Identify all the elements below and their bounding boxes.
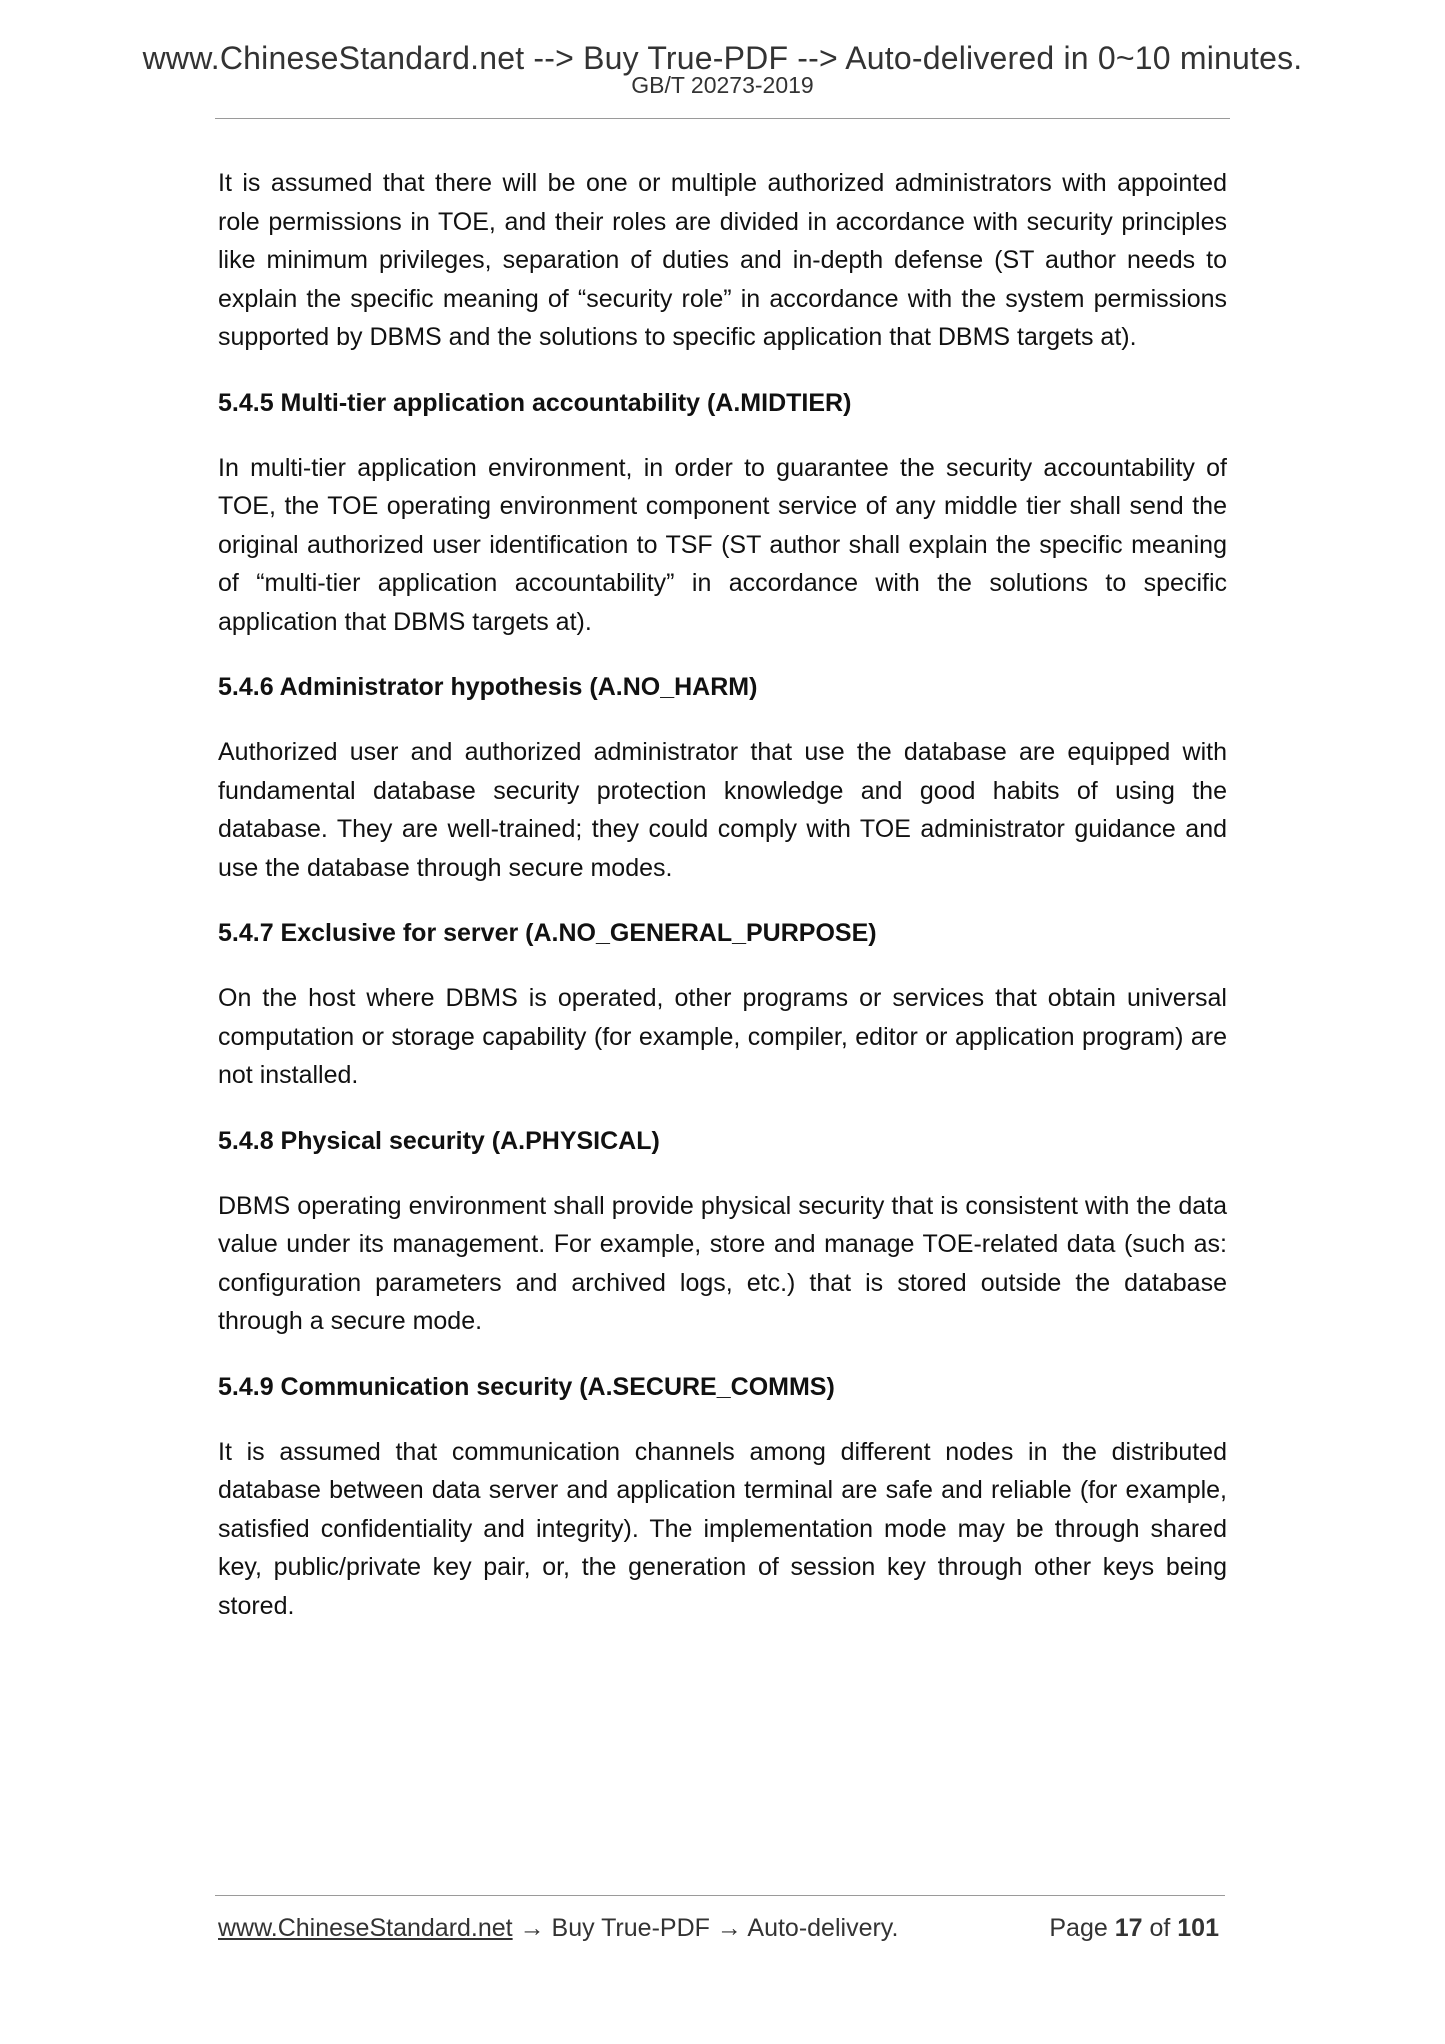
top-banner: www.ChineseStandard.net --> Buy True-PDF --> Auto-delivered in 0~10 minutes.: [142, 40, 1303, 76]
footer-site-link[interactable]: www.ChineseStandard.net: [218, 1914, 513, 1942]
header-divider: [215, 118, 1230, 119]
section-heading-5-4-8: 5.4.8 Physical security (A.PHYSICAL): [218, 1126, 660, 1155]
section-text-5-4-9: It is assumed that communication channels among different nodes in the distributed database between data server and application terminal are safe and reliable (for example, satisfied confidentiality and integrity). The implementation mode may be through shared key, public/private key pair, or, the generation of session key through other keys being stored.: [218, 1437, 1227, 1620]
footer-tagline: → Buy True-PDF → Auto-delivery.: [512, 1914, 899, 1942]
section-text-5-4-6: Authorized user and authorized administrator that use the database are equipped with fundamental database security protection knowledge and good habits of using the database. They are well-trained; they could comply with TOE administrator guidance and use the database through secure modes.: [218, 738, 1227, 882]
current-page-number: 17: [1114, 1914, 1143, 1942]
intro-paragraph: It is assumed that there will be one or multiple authorized administrators with appointed role permissions in TOE, and their roles are divided in accordance with security principles like minimum privileges, separation of duties and in-depth defense (ST author needs to explain the specific meaning of “security role” in accordance with the system permissions supported by DBMS and the solutions to specific application that DBMS targets at).: [218, 169, 1227, 351]
total-pages: 101: [1177, 1914, 1219, 1942]
section-text-5-4-8: DBMS operating environment shall provide physical security that is consistent with the data value under its management. For example, store and manage TOE-related data (such as: configuration parameters and archived logs, etc.) that is stored outside the database through a secure mode.: [218, 1191, 1227, 1335]
section-heading-5-4-9: 5.4.9 Communication security (A.SECURE_COMMS): [218, 1372, 835, 1401]
section-heading-5-4-7: 5.4.7 Exclusive for server (A.NO_GENERAL_PURPOSE): [218, 919, 877, 947]
document-body: [218, 164, 1227, 1652]
standard-code: GB/T 20273-2019: [631, 72, 814, 98]
section-heading-5-4-5: 5.4.5 Multi-tier application accountability (A.MIDTIER): [218, 388, 852, 417]
page-label: Page: [1049, 1914, 1108, 1942]
section-text-5-4-7: On the host where DBMS is operated, other programs or services that obtain universal computation or storage capability (for example, compiler, editor or application program) are not installed.: [218, 984, 1227, 1089]
footer-divider: [215, 1895, 1225, 1896]
page-footer: [218, 1914, 1225, 1943]
page-indicator: [1049, 1914, 1219, 1943]
of-label: of: [1149, 1914, 1171, 1942]
section-heading-5-4-6: 5.4.6 Administrator hypothesis (A.NO_HARM): [218, 673, 758, 701]
section-text-5-4-5: In multi-tier application environment, in order to guarantee the security accountability of TOE, the TOE operating environment component service of any middle tier shall send the original authorized user identification to TSF (ST author shall explain the specific meaning of “multi-tier application accountability” in accordance with the solutions to specific application that DBMS targets at).: [218, 453, 1227, 636]
